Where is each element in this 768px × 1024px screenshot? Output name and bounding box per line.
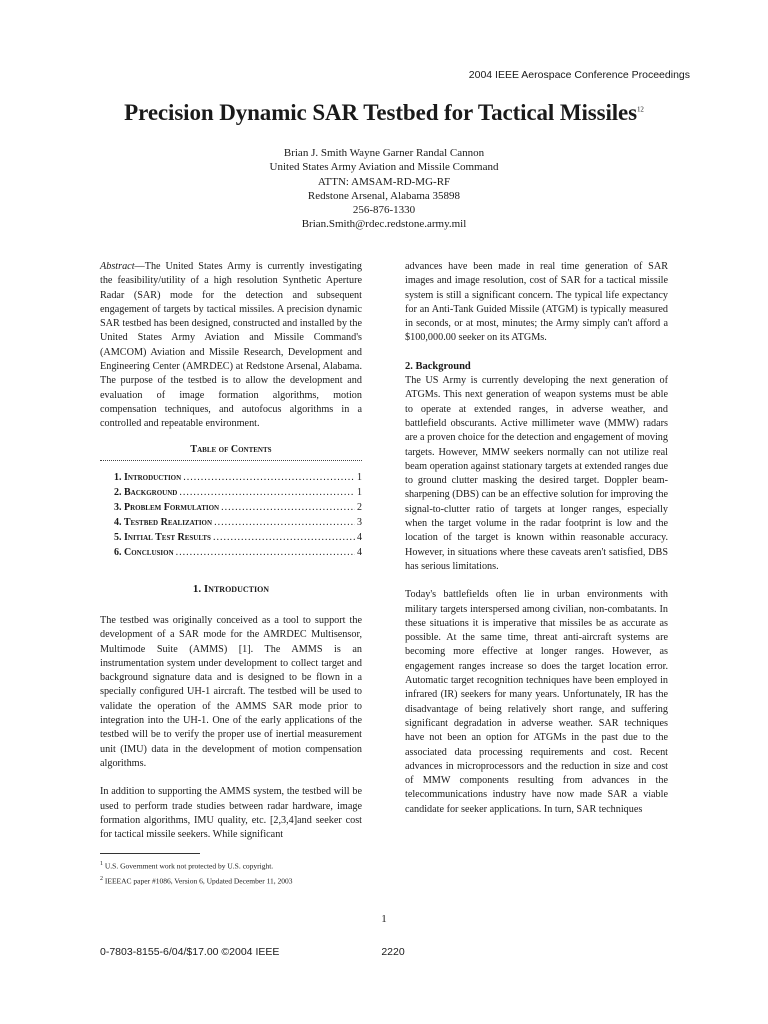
author-attn: ATTN: AMSAM-RD-MG-RF xyxy=(317,175,451,188)
toc-item-page: 3 xyxy=(357,517,362,528)
author-organization: United States Army Aviation and Missile Command xyxy=(269,161,499,174)
page-number: 1 xyxy=(381,913,387,925)
title-footnote-marks: 12 xyxy=(637,105,644,114)
background-paragraph-2: Today's battlefields often lie in urban environments with military targets interspersed among civilian, non-combatants. In these situations it is imperative that missiles be as accurate as possible. At the same time, threat anti-aircraft systems are becoming more effective at longer ranges. However, as engagement ranges increase so does the target location error. Automatic target recognition techniques have been employed in infrared (IR) seekers for many years. Unfortunately, IR has the disadvantage of being relatively short range, and suffering significant degradation in adverse weather. SAR techniques have not been an option for ATGMs in the past due to the associated data processing requirements and cost. Recent advances in microprocessors and the reduction in size and cost of MMW components resulting from advances in the telecommunications industry have now made SAR a viable candidate for seeker applications. In turn, SAR techniques xyxy=(405,589,668,815)
author-address: Redstone Arsenal, Alabama 35898 xyxy=(307,189,461,202)
introduction-paragraph-1: The testbed was originally conceived as a tool to support the development of a SAR mode for the AMRDEC Multisensor, Multimode Suite (AMMS) [1]. The AMMS is an instrumentation system under development to collect target and background signature data and is designed to be flown in a specially configured UH-1 aircraft. The testbed will be used to validate the operation of the AMMS SAR mode prior to integration into the UH-1. One of the early applications of the testbed will be to verify the proper use of inertial measurement unit (IMU) data in the development of motion compensation algorithms. xyxy=(100,615,362,769)
toc-item[interactable] xyxy=(114,515,362,530)
footnote-divider xyxy=(100,853,200,854)
isbn-copyright: 0-7803-8155-6/04/$17.00 ©2004 IEEE xyxy=(100,946,280,958)
footnote-1-mark: 1 xyxy=(100,861,103,867)
right-column xyxy=(405,260,668,817)
toc-item[interactable] xyxy=(114,500,362,515)
footnote-2 xyxy=(100,873,400,888)
toc-divider xyxy=(100,460,362,461)
abstract xyxy=(100,260,362,432)
toc-item-page: 2 xyxy=(357,502,362,513)
footnote-1 xyxy=(100,858,400,873)
paper-title xyxy=(0,100,768,126)
footnotes xyxy=(100,858,400,887)
introduction-paragraph-2: In addition to supporting the AMMS system, the testbed will be used to perform trade studies between radar hardware, image formation algorithms, IMU quality, etc. [2,3,4]and seeker cost for tactical missile seekers. While significant xyxy=(100,786,362,841)
background-heading: 2. Background xyxy=(405,360,471,372)
background-paragraph-1: The US Army is currently developing the next generation of ATGMs. This next generation of weapon systems must be able to operate at extended ranges, in adverse weather, and battlefield obscurants. Active millimeter wave (MMW) radars are a proven choice for the detection and engagement of moving targets. However, MMW seekers normally can not utilize real beam operation against stationary targets at extended ranges due to ground clutter masking the desired target. Doppler beam-sharpening (DBS) can be an effective solution for improving the signal-to-clutter ratio of targets at longer ranges, especially when the target volume in the radar footprint is low and the location of the target is known within reasonable accuracy. However, in situations where these caveats aren't satisfied, DBS has serious limitations. xyxy=(405,375,668,572)
footnote-1-text: U.S. Government work not protected by U.S. copyright. xyxy=(104,861,274,871)
toc-item-page: 1 xyxy=(357,472,362,483)
title-text: Precision Dynamic SAR Testbed for Tactical Missiles xyxy=(124,100,638,125)
author-phone: 256-876-1330 xyxy=(352,204,416,217)
author-email: Brian.Smith@rdec.redstone.army.mil xyxy=(301,218,467,231)
footnote-2-text: IEEEAC paper #1086, Version 6, Updated December 11, 2003 xyxy=(104,876,293,885)
toc-item[interactable] xyxy=(114,530,362,545)
toc-item-label: 2. Background xyxy=(114,487,178,498)
introduction-body xyxy=(100,614,362,842)
introduction-paragraph-3: advances have been made in real time generation of SAR images and image resolution, cost of SAR for a tactical missile system is still a significant concern. The typical life expectancy for an Anti-Tank Guided Missile (ATGM) is typically measured in seconds, or at most, minutes; the Army simply can't afford a $100,000.00 seeker on its ATGMs. xyxy=(405,261,668,344)
introduction-heading: 1. Introduction xyxy=(192,583,270,595)
table-of-contents xyxy=(114,470,362,560)
toc-item-label: 4. Testbed Realization xyxy=(114,517,213,528)
author-names: Brian J. Smith Wayne Garner Randal Cannon xyxy=(283,147,485,159)
author-block xyxy=(0,146,768,232)
toc-item[interactable] xyxy=(114,485,362,500)
toc-item-page: 1 xyxy=(357,487,362,498)
footnote-2-mark: 2 xyxy=(100,875,103,882)
toc-item-page: 4 xyxy=(357,547,362,558)
proceedings-header: 2004 IEEE Aerospace Conference Proceedings xyxy=(468,69,690,81)
toc-item-label: 3. Problem Formulation xyxy=(114,502,220,513)
toc-item-label: 5. Initial Test Results xyxy=(114,532,211,543)
toc-item-page: 4 xyxy=(357,532,362,543)
abstract-text: —The United States Army is currently investigating the feasibility/utility of a high resolution Synthetic Aperture Radar (SAR) mode for the detection and subsequent engagement of targets by tactical missiles. A precision dynamic SAR testbed has been designed, constructed and installed by the United States Army Aviation and Missile Command's (AMCOM) Aviation and Missile Research, Development and Engineering Center (AMRDEC) at Redstone Arsenal, Alabama. The purpose of the testbed is to allow the development and evaluation of image formation algorithms, motion compensation techniques, and autofocus algorithms in a controlled and repeatable environment. xyxy=(100,261,362,430)
toc-item-label: 6. Conclusion xyxy=(114,547,174,558)
toc-item[interactable] xyxy=(114,545,362,560)
proceedings-page-number: 2220 xyxy=(381,946,405,958)
toc-item[interactable] xyxy=(114,470,362,485)
abstract-label: Abstract xyxy=(100,261,135,272)
toc-item-label: 1. Introduction xyxy=(114,472,182,483)
toc-title: Table of Contents xyxy=(190,444,272,455)
